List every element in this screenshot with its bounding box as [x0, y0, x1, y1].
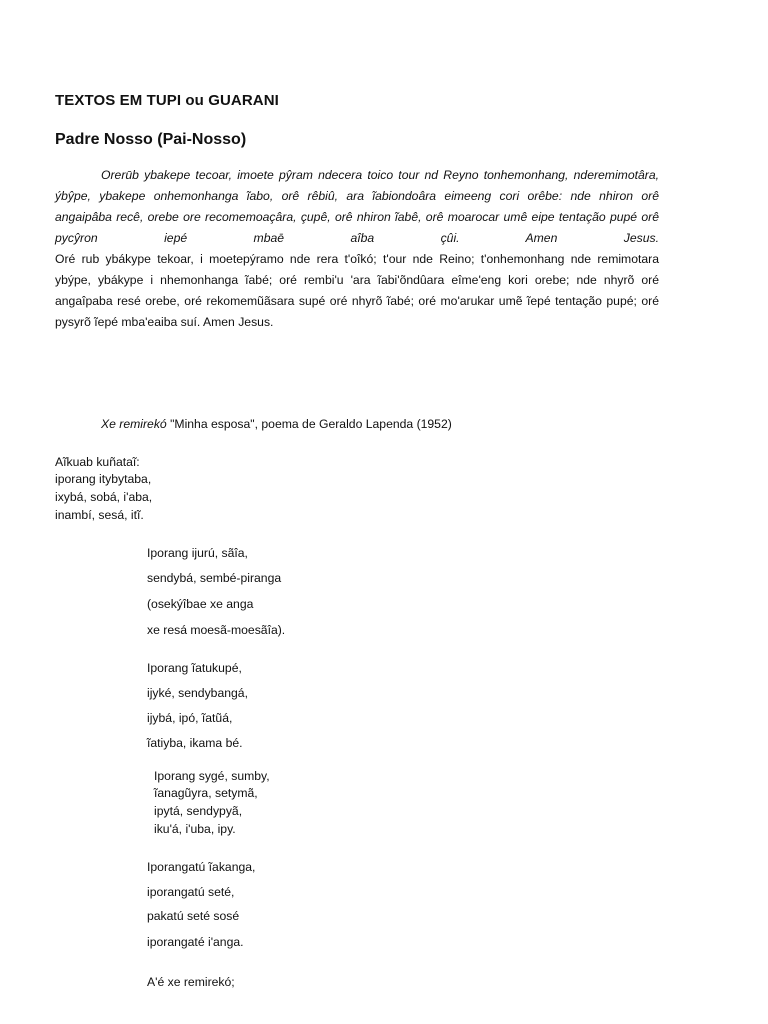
poem-line: iporangaté i'anga. [147, 935, 244, 949]
poem-line: Aĩkuab kuñataĩ: [55, 455, 140, 469]
poem-title: Xe remirekó [101, 417, 167, 431]
poem-line: xe resá moesã-moesãîa). [147, 623, 286, 637]
poem-line: sendybá, sembé-piranga [147, 571, 282, 585]
poem-line: ijybá, ipó, ĩatũá, [147, 711, 233, 725]
poem-line: iporangatú seté, [147, 885, 235, 899]
prayer-old-line: Orerūb ybakepe tecoar, imoete pŷram ndecera toico tour nd Reyno tonhemonhang, nderemimotâra, [101, 168, 659, 182]
prayer-modern-line: pysyrõ ĩepé mba'eaiba suí. Amen Jesus. [55, 315, 274, 329]
poem-line: inambí, sesá, itĩ. [55, 508, 144, 522]
poem-line: iporang itybytaba, [55, 472, 152, 486]
prayer-old-line: angaipâba recê, orebe ore recomemoaçâra, çupê, orê nhiron ĩabê, orê moarocar umê eipe tentação pupé orê [55, 210, 659, 224]
poem-line: ixybá, sobá, i'aba, [55, 490, 153, 504]
poem-line: Iporang ĩatukupé, [147, 661, 242, 675]
poem-line: (osekýîbae xe anga [147, 597, 254, 611]
section-title: Padre Nosso (Pai-Nosso) [55, 131, 247, 148]
poem-line: ijyké, sendybangá, [147, 686, 248, 700]
poem-line: ĩatiyba, ikama bé. [147, 736, 243, 750]
poem-line: A'é xe remirekó; [147, 975, 235, 989]
poem-caption [101, 414, 452, 435]
prayer-modern-line: ybýpe, ybákype i nhemonhanga ĩabé; oré rembi'u 'ara ĩabi'õndûara eîme'eng kori orebe; nde nhyrõ oré [55, 273, 659, 287]
poem-line: Iporangatú ĩakanga, [147, 860, 256, 874]
poem-line: iku'á, i'uba, ipy. [154, 822, 236, 836]
poem-line: pakatú seté sosé [147, 909, 240, 923]
prayer-old-line: pycŷron iepé mbaē aîba çûi. Amen Jesus. [55, 231, 659, 245]
poem-line: ĩanagũyra, setymã, [154, 786, 258, 800]
poem-line: Iporang sygé, sumby, [154, 769, 270, 783]
prayer-modern-line: angaîpaba resé orebe, oré rekomemũãsara supé oré nhyrõ ĩabé; oré mo'arukar umẽ ĩepé tentação pupé; oré [55, 294, 659, 308]
poem-line: Iporang ijurú, sãîa, [147, 546, 248, 560]
prayer-text [55, 165, 659, 333]
document-title: TEXTOS EM TUPI ou GUARANI [55, 92, 279, 109]
poem-caption-rest: "Minha esposa", poema de Geraldo Lapenda (1952) [166, 417, 452, 431]
prayer-old-line: ýbŷpe, ybakepe onhemonhanga ĩabo, orê rêbiû, ara ĩabiondoâra eimeeng cori orêbe: nde nhiron orê [55, 189, 659, 203]
prayer-modern-line: Oré rub ybákype tekoar, i moetepýramo nde rera t'oîkó; t'our nde Reino; t'onhemonhang nde remimotara [55, 252, 659, 266]
poem-line: ipytá, sendypyã, [154, 804, 243, 818]
